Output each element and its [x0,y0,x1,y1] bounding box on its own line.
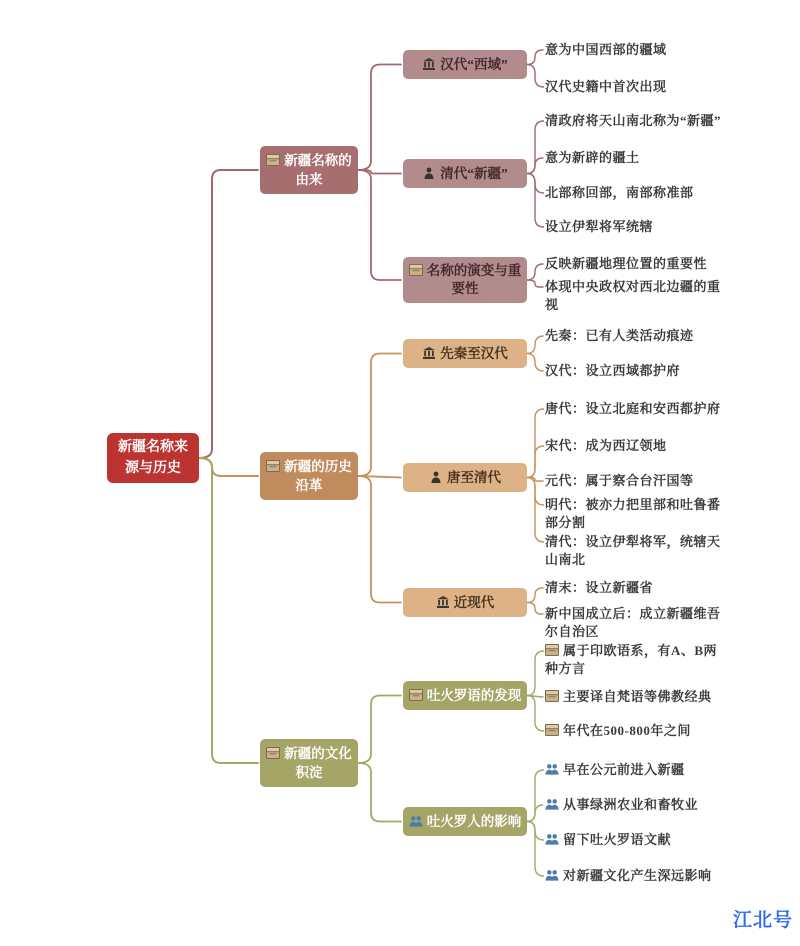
box-icon [545,690,559,702]
leaf-item[interactable]: 新中国成立后：成立新疆维吾尔自治区 [545,606,721,639]
leaf-item[interactable]: 唐代：设立北庭和安西都护府 [545,401,721,416]
leaf-item[interactable] [545,761,685,779]
people-icon [409,815,423,827]
leaf-item[interactable]: 反映新疆地理位置的重要性 [545,256,708,271]
subtopic-label: 汉代“西域” [440,56,508,72]
figure-icon [429,471,443,483]
leaf-text: 年代在500-800年之间 [563,723,691,738]
leaf-item[interactable]: 汉代史籍中首次出现 [545,79,667,94]
people-icon [545,798,559,810]
building-icon [422,58,436,70]
leaf-item[interactable]: 体现中央政权对西北边疆的重视 [545,279,721,312]
building-icon [436,596,450,608]
leaf-text: 留下吐火罗语文献 [563,832,672,847]
branch-node-culture[interactable] [260,739,358,787]
leaf-text: 早在公元前进入新疆 [563,762,685,777]
building-icon [422,347,436,359]
leaf-item[interactable]: 元代：属于察合台汗国等 [545,473,694,488]
leaf-item[interactable]: 北部称回部，南部称准部 [545,185,694,200]
people-icon [545,763,559,775]
leaf-item[interactable]: 汉代：设立西域都护府 [545,363,681,378]
leaf-item[interactable] [545,642,727,678]
leaf-item[interactable]: 清末：设立新疆省 [545,580,654,595]
subtopic-label: 唐至清代 [447,469,501,485]
leaf-text: 对新疆文化产生深远影响 [563,868,712,883]
box-icon [266,154,280,166]
subtopic-label: 吐火罗人的影响 [426,813,522,829]
leaf-item[interactable] [545,867,712,885]
people-icon [545,869,559,881]
leaf-item[interactable]: 宋代：成为西辽领地 [545,438,667,453]
box-icon [266,747,280,759]
branch-label: 新疆的历史沿革 [284,459,352,493]
branch-label: 新疆的文化积淀 [284,746,352,780]
box-icon [409,689,423,701]
subtopic-tocharian-people[interactable] [403,807,527,836]
box-icon [409,264,423,276]
leaf-item[interactable]: 设立伊犁将军统辖 [545,219,654,234]
box-icon [545,644,559,656]
subtopic-tocharian-language[interactable] [403,681,527,710]
subtopic-han-western-regions[interactable] [403,50,527,79]
people-icon [545,833,559,845]
leaf-item[interactable] [545,722,691,740]
leaf-text: 属于印欧语系，有A、B两种方言 [545,643,718,676]
box-icon [545,724,559,736]
subtopic-name-evolution[interactable] [403,257,527,303]
subtopic-qing-xinjiang[interactable] [403,159,527,188]
subtopic-label: 近现代 [453,594,495,610]
subtopic-label: 先秦至汉代 [440,345,508,361]
branch-node-history[interactable] [260,452,358,500]
leaf-text: 主要译自梵语等佛教经典 [563,689,712,704]
leaf-item[interactable]: 意为中国西部的疆域 [545,42,667,57]
subtopic-label: 吐火罗语的发现 [426,687,522,703]
box-icon [266,460,280,472]
leaf-item[interactable] [545,796,698,814]
leaf-item[interactable]: 清政府将天山南北称为“新疆” [545,113,722,128]
branch-node-name-origin[interactable] [260,146,358,194]
branch-label: 新疆名称的由来 [284,153,352,187]
leaf-text: 从事绿洲农业和畜牧业 [563,797,699,812]
leaf-item[interactable]: 先秦：已有人类活动痕迹 [545,328,694,343]
figure-icon [422,167,436,179]
subtopic-modern-era[interactable] [403,588,527,617]
subtopic-preqin-to-han[interactable] [403,339,527,368]
root-node[interactable]: 新疆名称来源与历史 [107,433,199,483]
subtopic-label: 名称的演变与重要性 [426,263,522,296]
leaf-item[interactable]: 明代：被亦力把里部和吐鲁番部分割 [545,497,721,530]
subtopic-label: 清代“新疆” [440,165,508,181]
leaf-item[interactable]: 清代：设立伊犁将军，统辖天山南北 [545,534,721,567]
leaf-item[interactable]: 意为新辟的疆土 [545,150,640,165]
watermark: 江北号 [733,910,794,931]
subtopic-tang-to-qing[interactable] [403,463,527,492]
leaf-item[interactable] [545,688,712,706]
leaf-item[interactable] [545,831,671,849]
